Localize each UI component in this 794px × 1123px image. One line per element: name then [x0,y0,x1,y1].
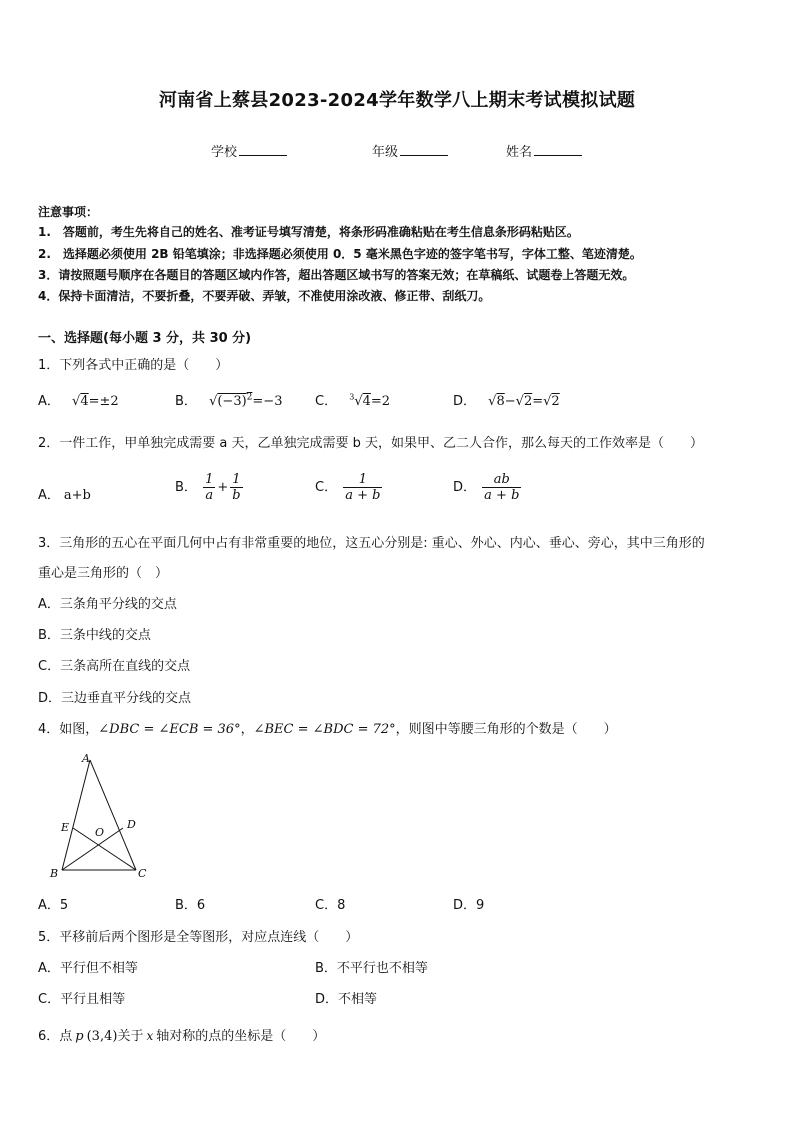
label-d: D [127,818,136,831]
q1-option-a[interactable]: A． √4=±2 [38,394,119,409]
question-3-stem: 3．三角形的五心在平面几何中占有非常重要的地位，这五心分别是: 重心、外心、内心、垂心、旁心，其中三角形的 [38,536,705,551]
notice-item: 4．保持卡面清洁，不要折叠，不要弄破、弄皱，不准使用涂改液、修正带、刮纸刀。 [38,289,491,303]
q3-option-c[interactable]: C．三条高所在直线的交点 [38,659,191,674]
notice-heading: 注意事项： [38,205,99,219]
school-field[interactable]: 学校 [211,141,287,160]
name-field[interactable]: 姓名 [506,141,582,160]
q5-option-c[interactable]: C．平行且相等 [38,992,126,1007]
q4-option-a[interactable]: A．5 [38,898,69,913]
q2-option-b[interactable]: B． $\frac{1}{a}$ + $\frac{1}{b}$ [175,472,241,503]
section-heading: 一、选择题(每小题 3 分，共 30 分) [38,331,252,346]
q4-option-d[interactable]: D．9 [453,898,485,913]
q3-option-b[interactable]: B．三条中线的交点 [38,628,151,643]
question-3-stem-cont: 重心是三角形的（ ） [38,566,169,581]
notice-item: 2. 选择题必须使用 2B 铅笔填涂；非选择题必须使用 0．5 毫米黑色字迹的签字笔书写，字体工整、笔迹清楚。 [38,247,642,261]
q2-option-a[interactable]: A． a+b [38,488,91,503]
label-o: O [95,826,105,839]
q4-option-c[interactable]: C．8 [315,898,346,913]
label-c: C [138,867,147,880]
notice-item: 3．请按照题号顺序在各题目的答题区域内作答，超出答题区域书写的答案无效；在草稿纸、试题卷上答题无效。 [38,268,635,282]
label-a: A [82,752,90,765]
q2-option-d[interactable]: D． $\frac{ab}{a + b}$ [453,472,520,503]
grade-field[interactable]: 年级 [372,141,448,160]
triangle-figure [40,748,160,884]
q5-option-b[interactable]: B．不平行也不相等 [315,961,428,976]
q5-option-d[interactable]: D．不相等 [315,992,378,1007]
label-b: B [50,867,59,880]
question-6-stem: 6．点 p (3,4)关于 x 轴对称的点的坐标是（ ） [38,1029,326,1044]
q3-option-d[interactable]: D．三边垂直平分线的交点 [38,691,192,706]
question-5-stem: 5．平移前后两个图形是全等图形，对应点连线（ ） [38,930,359,945]
page-title: 河南省上蔡县2023-2024学年数学八上期末考试模拟试题 [158,90,636,111]
q1-option-c[interactable]: C． $^3$√4=2 [315,392,391,409]
q4-option-b[interactable]: B．6 [175,898,206,913]
question-2-stem: 2．一件工作，甲单独完成需要 a 天，乙单独完成需要 b 天，如果甲、乙二人合作，那么每天的工作效率是（ ） [38,436,704,451]
label-e: E [61,821,70,834]
q1-option-b[interactable]: B． $√(-3)^2=-3$ [175,392,283,409]
q1-option-d[interactable]: D． √8−√2=√2 [453,394,560,409]
q5-option-a[interactable]: A．平行但不相等 [38,961,138,976]
question-1-stem: 1．下列各式中正确的是（ ） [38,358,229,373]
q2-option-c[interactable]: C． $\frac{1}{a + b}$ [315,472,381,503]
edge-ac [90,760,136,870]
q3-option-a[interactable]: A．三条角平分线的交点 [38,597,177,612]
segment-ce [73,828,136,870]
question-4-stem: 4．如图，∠DBC = ∠ECB = 36°，∠BEC = ∠BDC = 72°，则图中等腰三角形的个数是（ ） [38,722,617,737]
notice-item: 1. 答题前，考生先将自己的姓名、准考证号填写清楚，将条形码准确粘贴在考生信息条形码粘贴区。 [38,225,579,239]
